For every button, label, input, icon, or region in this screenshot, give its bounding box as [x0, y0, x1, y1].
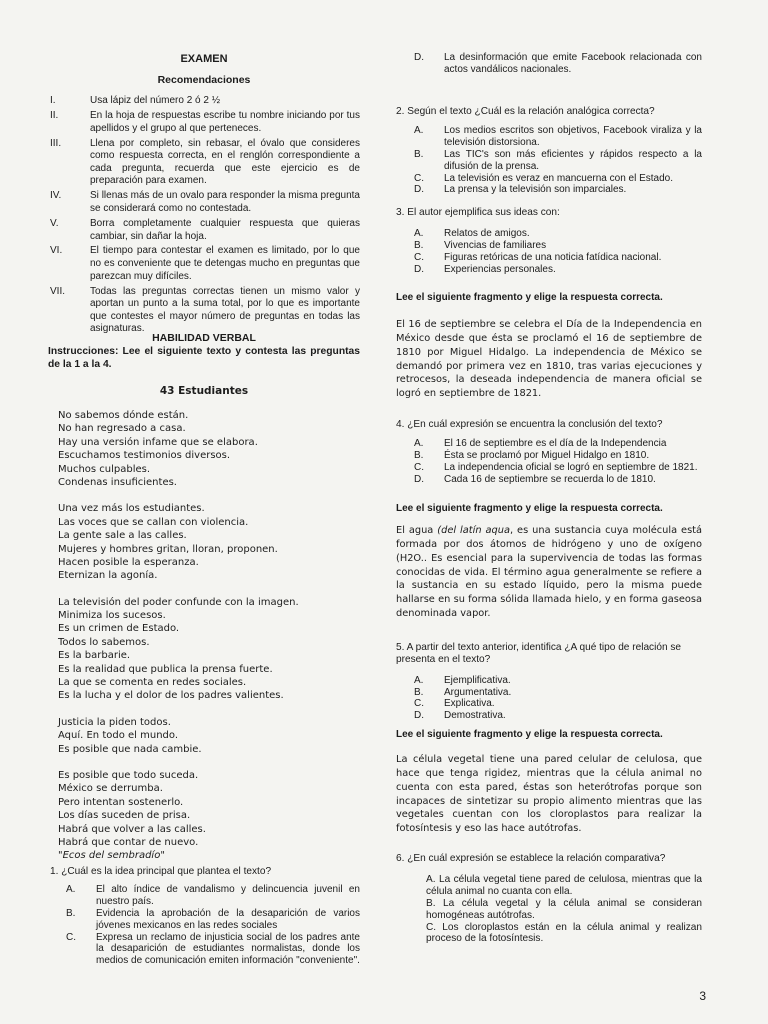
recommendation-item	[48, 190, 360, 215]
question-6	[396, 853, 702, 945]
answer-option	[396, 149, 702, 173]
answer-option	[396, 450, 702, 462]
option-text: Vivencias de familiares	[444, 240, 547, 252]
fragment-text: La célula vegetal tiene una pared celular de celulosa, que hace que tenga rigidez, mientras que la célula animal no cuenta con esta pared, éstas son heterótrofas porque son incapaces de sintetizar su propio alimento mientras que las vegetales cuentan con los cloroplastos para realizar la fotosíntesis y eso las hace autótrofas.	[396, 754, 702, 834]
fragment-1	[396, 292, 702, 401]
answer-option	[396, 173, 702, 185]
answer-option	[48, 932, 360, 967]
option-letter: A.	[414, 125, 424, 137]
poem-stanza	[58, 409, 358, 489]
option-letter: B.	[414, 240, 424, 252]
poem-line: Es posible que todo suceda.	[58, 769, 199, 781]
page-number: 3	[699, 989, 706, 1003]
recommendation-item	[48, 286, 360, 336]
answer-option	[396, 240, 702, 252]
option-letter: B.	[414, 450, 424, 462]
option-text: Figuras retóricas de una noticia fatídica nacional.	[444, 252, 662, 263]
option-text: Cada 16 de septiembre se recuerda lo de 1810.	[444, 473, 656, 485]
recommendation-text: Llena por completo, sin rebasar, el óvalo que consideres como respuesta correcta, en el renglón correspondiente a cada pregunta, recuerda que este ejercicio es de preparación para examen.	[90, 137, 360, 187]
fragment-2	[396, 503, 702, 620]
recommendation-text: Todas las preguntas correctas tienen un mismo valor y aportan un punto a la suma total, por lo que es importante que contestes el mayor número de preguntas en todas las asignaturas.	[90, 285, 360, 335]
option-text: Las TIC's son más eficientes y rápidos respecto a la difusión de la prensa.	[444, 149, 702, 172]
poem-line: Los días suceden de prisa.	[58, 810, 191, 822]
verbal-instructions: Instrucciones: Lee el siguiente texto y contesta las preguntas de la 1 a la 4.	[48, 346, 360, 370]
option-letter: D.	[414, 263, 424, 275]
option-letter: A.	[414, 438, 424, 450]
poem-line: La que se comenta en redes sociales.	[58, 677, 247, 689]
question-text: 2. Según el texto ¿Cuál es la relación analógica correcta?	[396, 106, 655, 117]
exam-title: EXAMEN	[180, 53, 228, 65]
poem-stanza	[58, 502, 358, 582]
question-text: 3. El autor ejemplifica sus ideas con:	[396, 207, 560, 218]
poem-stanza	[58, 596, 358, 703]
question-text: 6. ¿En cuál expresión se establece la relación comparativa?	[396, 853, 666, 864]
recommendations-list	[48, 95, 360, 338]
answer-option	[396, 184, 702, 196]
option-text: Explicativa.	[444, 698, 495, 710]
recommendation-text: El tiempo para contestar el examen es limitado, por lo que no es conveniente que te detengas mucho en preguntas que parezcan muy difíciles.	[90, 245, 360, 282]
fragment-text-part: , es una sustancia cuya molécula está formada por dos átomos de hidrógeno y uno de oxígeno (H2O.. Es esencial para la supervivencia de todas las formas conocidas de vida. El término agua generalmente se refiere a la sustancia en su estado líquido, pero la misma puede hallarse en su forma sólida llamada hielo, y en forma gaseosa denominada vapor.	[396, 525, 703, 619]
fragment-instruction: Lee el siguiente fragmento y elige la respuesta correcta.	[396, 503, 663, 514]
option-letter: A.	[414, 228, 424, 240]
answer-option	[396, 698, 702, 710]
option-text: La televisión es veraz en mancuerna con el Estado.	[444, 172, 674, 184]
option-letter: D.	[414, 710, 424, 722]
poem-line: Es la lucha y el dolor de los padres valientes.	[58, 690, 284, 702]
question-5	[396, 642, 702, 722]
recommendation-number: V.	[50, 217, 59, 229]
answer-option	[396, 52, 702, 76]
poem-line: Aquí. En todo el mundo.	[58, 730, 178, 742]
poem-line: Es la realidad que publica la prensa fuerte.	[58, 663, 273, 675]
fragment-instruction: Lee el siguiente fragmento y elige la respuesta correcta.	[396, 292, 663, 303]
recommendation-number: II.	[50, 109, 59, 121]
verbal-heading: HABILIDAD VERBAL	[152, 332, 256, 344]
poem-source: "Ecos del sembradío"	[58, 850, 165, 862]
answer-option: C. Los cloroplastos están en la célula animal y realizan proceso de la fotosíntesis.	[426, 921, 702, 945]
poem-line: Las voces que se callan con violencia.	[58, 516, 249, 528]
option-text: El 16 de septiembre es el día de la Independencia	[444, 438, 667, 450]
option-letter: B.	[414, 686, 424, 698]
question-4	[396, 419, 702, 486]
question-text: 4. ¿En cuál expresión se encuentra la conclusión del texto?	[396, 419, 663, 430]
poem-line: Una vez más los estudiantes.	[58, 503, 205, 515]
poem-title: 43 Estudiantes	[159, 385, 249, 397]
recommendation-item	[48, 95, 360, 108]
option-text: Experiencias personales.	[444, 263, 556, 275]
option-text: La prensa y la televisión son imparciales.	[444, 184, 627, 196]
question-3	[396, 207, 702, 276]
fragment-text-italic: (del latín aqua	[437, 525, 510, 537]
answer-option	[396, 438, 702, 450]
option-text: Demostrativa.	[444, 710, 506, 722]
answer-option	[396, 474, 702, 486]
answer-options	[396, 228, 702, 275]
question-1-continued	[396, 52, 702, 76]
poem-line: Minimiza los sucesos.	[58, 610, 166, 622]
poem-line: Es un crimen de Estado.	[58, 623, 180, 635]
right-column	[396, 0, 702, 1024]
question-text: 1. ¿Cuál es la idea principal que plantea el texto?	[50, 866, 272, 877]
poem-line: Habrá que volver a las calles.	[58, 823, 206, 835]
fragment-text-part: El agua	[396, 525, 438, 537]
poem-stanza	[58, 769, 358, 863]
recommendation-number: VII.	[50, 285, 66, 297]
option-letter: C.	[414, 252, 424, 263]
option-text: Evidencia la aprobación de la desaparición de varios jóvenes mexicanos en las redes sociales	[96, 908, 360, 931]
recommendation-text: Usa lápiz del número 2 ó 2 ½	[90, 95, 221, 106]
option-letter: D.	[414, 473, 424, 485]
left-column	[48, 0, 360, 1024]
recommendation-text: En la hoja de respuestas escribe tu nombre iniciando por tus apellidos y el grupo al que perteneces.	[90, 109, 360, 134]
option-letter: C.	[414, 462, 424, 473]
answer-option	[48, 884, 360, 908]
poem-line: La televisión del poder confunde con la imagen.	[58, 596, 299, 608]
question-1	[48, 866, 360, 967]
answer-option	[396, 675, 702, 687]
answer-option	[396, 228, 702, 240]
fragment-instruction: Lee el siguiente fragmento y elige la respuesta correcta.	[396, 729, 663, 740]
answer-options	[48, 884, 360, 966]
recommendation-text: Si llenas más de un ovalo para responder la misma pregunta se considerará como no contestada.	[90, 190, 360, 214]
option-letter: C.	[66, 931, 76, 943]
answer-option	[396, 462, 702, 474]
option-text: La independencia oficial se logró en septiembre de 1821.	[444, 462, 698, 473]
poem-line: Es posible que nada cambie.	[58, 743, 202, 755]
poem-line: Eternizan la agonía.	[58, 570, 158, 582]
option-letter: B.	[414, 149, 424, 160]
option-text: Los medios escritos son objetivos, Facebook viraliza y la televisión distorsiona.	[444, 125, 702, 149]
fragment-text	[396, 524, 702, 620]
answer-option: B. La célula vegetal y la célula animal se consideran homogéneas autótrofas.	[426, 898, 702, 921]
answer-option	[396, 252, 702, 264]
answer-option	[396, 264, 702, 276]
poem	[58, 409, 358, 863]
poem-line: Hacen posible la esperanza.	[58, 556, 199, 568]
recommendation-item	[48, 218, 360, 243]
answer-options	[396, 675, 702, 722]
recommendation-item	[48, 138, 360, 188]
answer-option: A. La célula vegetal tiene pared de celulosa, mientras que la célula animal no cuanta con ella.	[426, 874, 702, 898]
answer-options	[396, 438, 702, 485]
option-letter: D.	[414, 184, 424, 196]
poem-line: Todos lo sabemos.	[58, 636, 150, 648]
poem-line: La gente sale a las calles.	[58, 530, 187, 542]
answer-option	[48, 908, 360, 932]
recommendation-item	[48, 245, 360, 283]
recommendation-text: Borra completamente cualquier respuesta que quieras cambiar, sin dañar la hoja.	[90, 217, 360, 242]
poem-line: Es la barbarie.	[58, 650, 131, 662]
question-2	[396, 106, 702, 196]
option-letter: C.	[414, 172, 424, 184]
option-letter: A.	[414, 674, 424, 686]
option-text: El alto índice de vandalismo y delincuencia juvenil en nuestro país.	[96, 884, 360, 908]
answer-options	[426, 874, 702, 945]
option-letter: C.	[414, 698, 424, 710]
answer-option	[396, 125, 702, 149]
option-letter: D.	[414, 52, 424, 63]
recommendation-number: I.	[50, 95, 56, 106]
option-text: Expresa un reclamo de injusticia social de los padres ante la desaparición de estudiantes normalistas, donde los medios de comunicación emiten información "conveniente".	[96, 931, 360, 967]
question-text: 5. A partir del texto anterior, identifica ¿A qué tipo de relación se presenta en el texto?	[396, 642, 682, 666]
recommendation-number: III.	[50, 137, 62, 149]
poem-line: Habrá que contar de nuevo.	[58, 836, 199, 848]
fragment-text: El 16 de septiembre se celebra el Día de la Independencia en México desde que ésta se proclamó el 16 de septiembre de 1810 por Miguel Hidalgo. La independencia de México se demandó por primera vez en 1810, tras varias ejecuciones y retrocesos, la deseada independencia de manera oficial se logró en septiembre de 1821.	[396, 319, 702, 399]
option-text: Ésta se proclamó por Miguel Hidalgo en 1810.	[444, 450, 650, 462]
answer-option	[396, 710, 702, 722]
option-letter: B.	[66, 908, 76, 919]
poem-line: Condenas insuficientes.	[58, 476, 177, 488]
fragment-3	[396, 729, 702, 836]
poem-line: Hay una versión infame que se elabora.	[58, 436, 258, 448]
poem-line: No han regresado a casa.	[58, 423, 186, 435]
option-text: La desinformación que emite Facebook relacionada con actos vandálicos nacionales.	[444, 52, 702, 75]
poem-line: Pero intentan sostenerlo.	[58, 796, 184, 808]
recommendation-item	[48, 110, 360, 135]
recommendation-number: VI.	[50, 245, 63, 257]
poem-line: Justicia la piden todos.	[58, 716, 171, 728]
recommendation-number: IV.	[50, 190, 62, 202]
answer-option	[396, 687, 702, 699]
option-text: Relatos de amigos.	[444, 228, 530, 240]
poem-line: Muchos culpables.	[58, 463, 151, 475]
poem-stanza	[58, 716, 358, 756]
answer-options	[396, 125, 702, 196]
option-text: Ejemplificativa.	[444, 674, 511, 686]
option-letter: A.	[66, 884, 76, 896]
poem-line: Escuchamos testimonios diversos.	[58, 450, 231, 462]
option-text: Argumentativa.	[444, 686, 512, 698]
poem-line: México se derrumba.	[58, 783, 163, 795]
poem-line: No sabemos dónde están.	[58, 410, 189, 421]
poem-line: Mujeres y hombres gritan, lloran, proponen.	[58, 543, 278, 555]
recommendations-heading: Recomendaciones	[157, 74, 251, 86]
